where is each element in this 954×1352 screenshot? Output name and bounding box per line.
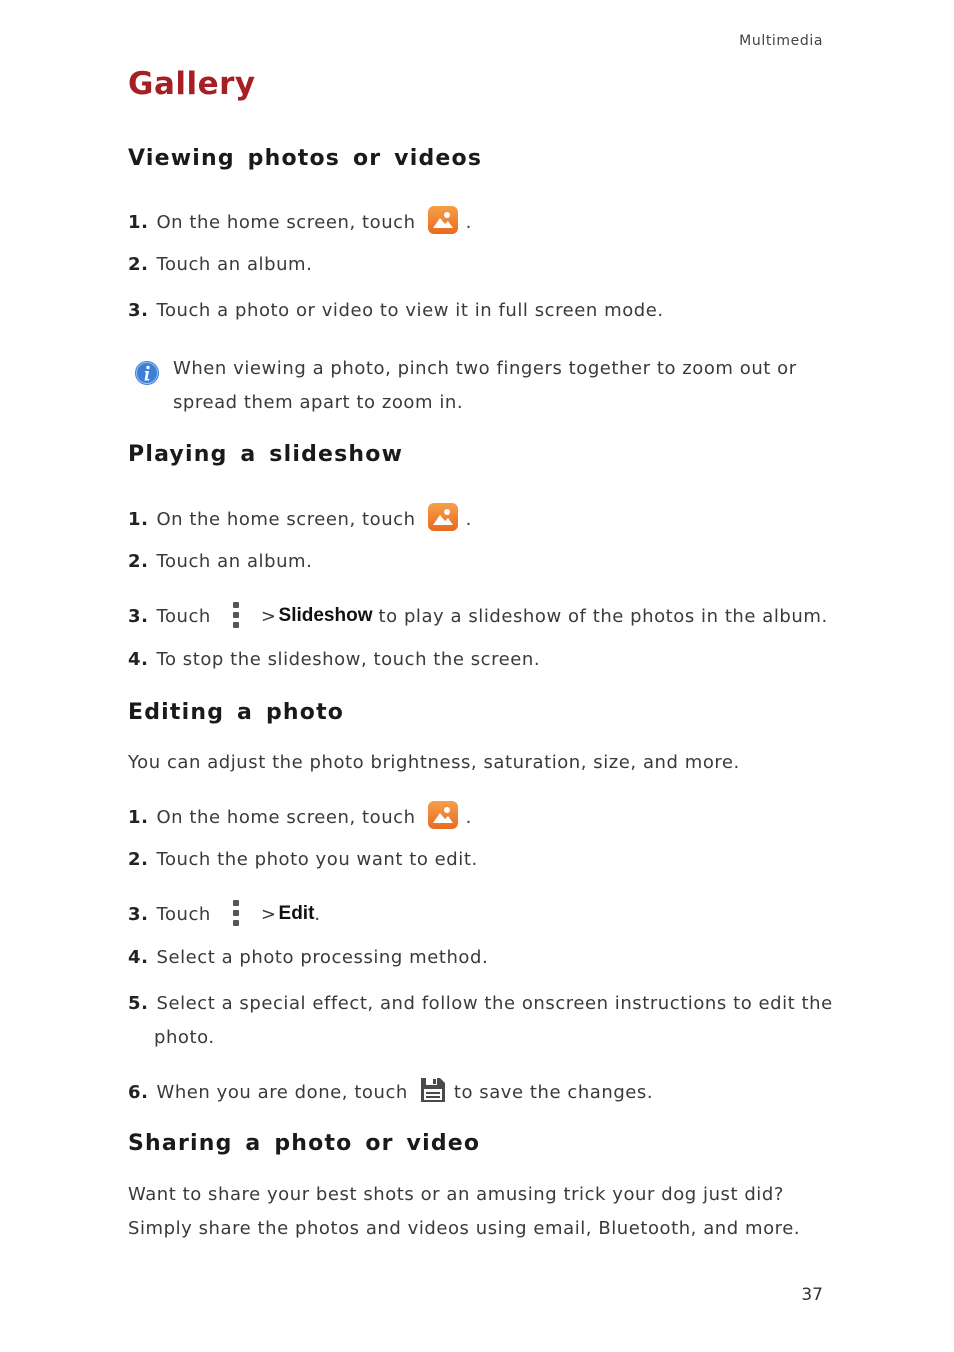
step-number: 3.: [128, 300, 149, 321]
heading-editing: Editing a photo: [128, 700, 345, 725]
step-text: On the home screen, touch: [156, 806, 416, 828]
step-number: 3.: [128, 903, 149, 925]
step-number: 1.: [128, 211, 149, 233]
step-number: 4.: [128, 649, 149, 670]
step-text-after: .: [465, 508, 472, 530]
page-number: 37: [801, 1285, 823, 1305]
path-separator: >: [260, 903, 277, 925]
info-icon: [134, 360, 160, 386]
step-text: Select a photo processing method.: [156, 947, 489, 968]
more-vertical-icon: [233, 901, 239, 927]
slideshow-step-4: [128, 649, 540, 670]
save-icon: [420, 1077, 446, 1103]
slideshow-step-2: [128, 551, 312, 572]
step-number: 3.: [128, 605, 149, 627]
editing-step-3: [128, 901, 321, 927]
editing-step-4: [128, 947, 488, 968]
editing-step-5: [128, 993, 833, 1014]
step-text: When you are done, touch: [156, 1081, 408, 1103]
viewing-step-1: [128, 208, 472, 236]
editing-step-6: [128, 1079, 653, 1105]
step-text: Touch: [156, 903, 211, 925]
header-section-label: Multimedia: [739, 33, 823, 49]
heading-sharing: Sharing a photo or video: [128, 1131, 481, 1156]
step-text: On the home screen, touch: [156, 508, 416, 530]
gallery-app-icon: [428, 503, 458, 531]
step-number: 5.: [128, 993, 149, 1014]
edit-menu-label: Edit: [278, 903, 315, 924]
step-text: Touch an album.: [156, 551, 313, 572]
step-text-after: to play a slideshow of the photos in the album.: [378, 605, 828, 627]
step-text: Select a special effect, and follow the onscreen instructions to edit the: [156, 993, 833, 1014]
step-text-after: .: [465, 211, 472, 233]
slideshow-menu-label: Slideshow: [278, 605, 373, 626]
step-number: 2.: [128, 551, 149, 572]
more-vertical-icon: [233, 603, 239, 629]
sharing-intro: Want to share your best shots or an amusing trick your dog just did? Simply share the photos and videos using email, Bluetooth, and more.: [128, 1184, 801, 1239]
path-separator: >: [260, 605, 277, 627]
editing-step-2: [128, 849, 478, 870]
viewing-step-2: [128, 254, 312, 275]
viewing-step-3: [128, 300, 664, 321]
editing-intro: You can adjust the photo brightness, saturation, size, and more.: [128, 752, 740, 773]
gallery-app-icon: [428, 801, 458, 829]
step-number: 1.: [128, 508, 149, 530]
step-number: 2.: [128, 849, 149, 870]
slideshow-step-3: [128, 603, 828, 629]
step-text: Touch a photo or video to view it in full screen mode.: [156, 300, 664, 321]
step-text: Touch: [156, 605, 211, 627]
viewing-note: When viewing a photo, pinch two fingers together to zoom out or spread them apart to zoom in.: [173, 358, 797, 413]
step-text: On the home screen, touch: [156, 211, 416, 233]
editing-step-1: [128, 803, 472, 831]
step-number: 6.: [128, 1081, 149, 1103]
heading-slideshow: Playing a slideshow: [128, 442, 404, 467]
gallery-app-icon: [428, 206, 458, 234]
step-number: 2.: [128, 254, 149, 275]
step-text-after: .: [314, 903, 321, 925]
step-text: Touch an album.: [156, 254, 313, 275]
slideshow-step-1: [128, 505, 472, 533]
step-text-after: to save the changes.: [453, 1081, 654, 1103]
step-number: 4.: [128, 947, 149, 968]
heading-viewing: Viewing photos or videos: [128, 146, 483, 171]
page-title: Gallery: [128, 66, 256, 102]
step-text-after: .: [465, 806, 472, 828]
step-text: Touch the photo you want to edit.: [156, 849, 478, 870]
step-text: To stop the slideshow, touch the screen.: [156, 649, 541, 670]
editing-step-5-continued: photo.: [154, 1027, 215, 1048]
step-number: 1.: [128, 806, 149, 828]
